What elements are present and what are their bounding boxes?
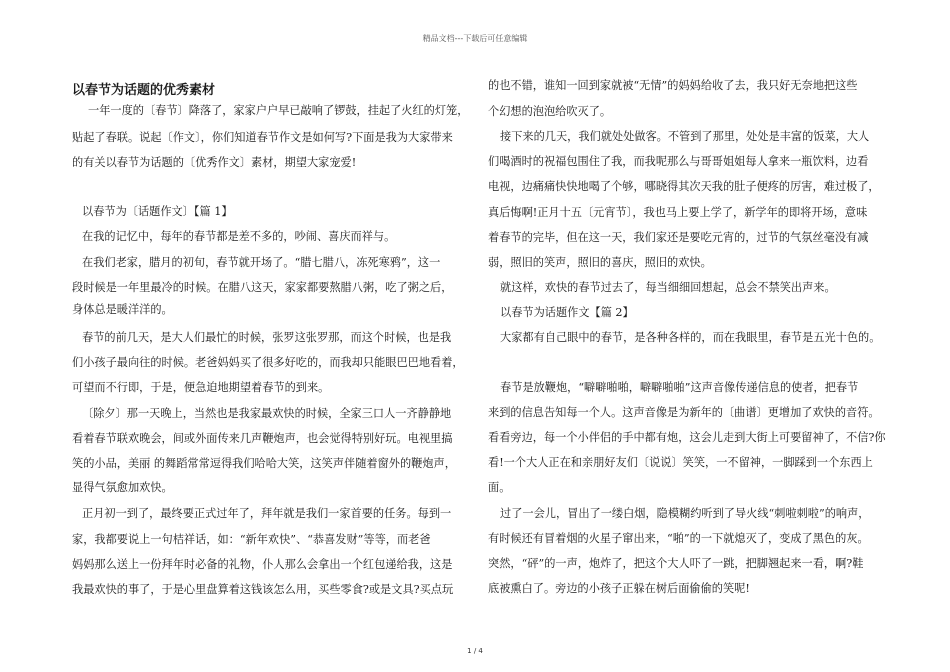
paragraph-line: 家，我都要说上一句桔祥话，如：“新年欢快”、“恭喜发财”等等，而老爸 bbox=[72, 533, 431, 546]
paragraph-line: 们喝酒时的祝福包围住了我，而我呢那么与哥哥姐姐每人拿来一瓶饮料，边看 bbox=[488, 155, 869, 168]
paragraph-line: 〔除夕〕那一天晚上，当然也是我家最欢快的时候，全家三口人一齐静静地 bbox=[82, 407, 452, 420]
section-heading: 以春节为〔话题作文〕【篇 1】 bbox=[82, 205, 233, 218]
paragraph-line: 有时候还有冒着烟的火星子窜出来，“啪”的一下就熄灭了，变成了黑色的灰。 bbox=[488, 532, 869, 545]
paragraph-line: 着春节的完毕，但在这一天，我们家还是要吃元宵的，过节的气氛丝毫没有减 bbox=[488, 231, 869, 244]
paragraph-line: 们小孩子最向往的时候。老爸妈妈买了很多好吃的，而我却只能眼巴巴地看着， bbox=[72, 356, 464, 369]
paragraph-line: 个幻想的泡泡给吹灭了。 bbox=[488, 105, 612, 118]
paragraph-line: 身体总是暖洋洋的。 bbox=[72, 303, 173, 316]
paragraph-line: 妈妈那么送上一份拜年时必备的礼物，仆人那么会拿出一个红包递给我，这是 bbox=[72, 558, 453, 571]
paragraph-line: 的也不错，谁知一回到家就被“无情”的妈妈给收了去，我只好无奈地把这些 bbox=[488, 79, 858, 92]
paragraph-line: 弱，照旧的笑声，照旧的喜庆，照旧的欢快。 bbox=[488, 256, 712, 269]
section-heading: 以春节为话题作文【篇 2】 bbox=[500, 306, 634, 319]
paragraph-line: 真后悔啊!正月十五〔元宵节〕，我也马上要上学了，新学年的即将开场，意味 bbox=[488, 206, 868, 219]
paragraph-line: 春节的前几天，是大人们最忙的时候，张罗这张罗那，而这个时候，也是我 bbox=[82, 331, 452, 344]
paragraph-line: 正月初一到了，最终要正式过年了，拜年就是我们一家首要的任务。每到一 bbox=[82, 507, 452, 520]
paragraph-line: 显得气氛愈加欢快。 bbox=[72, 481, 173, 494]
paragraph-line: 电视，边痛痛快快地喝了个够，哪晓得其次天我的肚子便疼的厉害，难过极了， bbox=[488, 180, 880, 193]
document-title: 以春节为话题的优秀素材 bbox=[72, 83, 216, 98]
paragraph-line: 突然，“砰”的一声，炮炸了，把这个大人吓了一跳，把脚翘起来一看，啊?鞋 bbox=[488, 557, 864, 570]
paragraph-line: 贴起了春联。说起〔作文〕，你们知道春节作文是如何写?下面是我为大家带来 bbox=[72, 131, 453, 144]
paragraph-line: 看看旁边，每一个小伴侣的手中都有炮，这会儿走到大街上可要留神了，不信?你 bbox=[488, 431, 886, 444]
paragraph-line: 的有关以春节为话题的〔优秀作文〕素材，期望大家宠爱! bbox=[72, 156, 357, 169]
paragraph-line: 可望而不行即，于是，便急迫地期望着春节的到来。 bbox=[72, 381, 330, 394]
paragraph-line: 来到的信息告知每一个人。这声音像是为新年的〔曲谱〕更增加了欢快的音符。 bbox=[488, 406, 880, 419]
paragraph-line: 在我们老家，腊月的初旬，春节就开场了。“腊七腊八，冻死寒鸦”，这一 bbox=[82, 256, 441, 269]
paragraph-line: 春节是放鞭炮，“噼噼啪啪，噼噼啪啪”这声音像传递信息的使者，把春节 bbox=[500, 381, 859, 394]
paragraph-line: 一年一度的〔春节〕降落了，家家户户早已敲响了锣鼓，挂起了火红的灯笼， bbox=[88, 104, 469, 117]
page-header: 精品文档---下载后可任意编辑 bbox=[422, 34, 528, 43]
paragraph-line: 段时候是一年里最冷的时候。在腊八这天，家家都要熬腊八粥，吃了粥之后， bbox=[72, 281, 453, 294]
paragraph-line: 笑的小品，美丽 的舞蹈常常逗得我们哈哈大笑，这笑声伴随着窗外的鞭炮声， bbox=[72, 457, 456, 470]
paragraph-line: 底被熏白了。旁边的小孩子正躲在树后面偷偷的笑呢! bbox=[488, 582, 750, 595]
paragraph-line: 接下来的几天，我们就处处做客。不管到了那里，处处是丰富的饭菜，大人 bbox=[500, 130, 870, 143]
paragraph-line: 在我的记忆中，每年的春节都是差不多的，吵闹、喜庆而祥与。 bbox=[82, 230, 396, 243]
paragraph-line: 看!一个大人正在和亲朋好友们〔说说〕笑笑，一不留神，一脚踩到一个东西上 bbox=[488, 456, 873, 469]
paragraph-line: 就这样，欢快的春节过去了，每当细细回想起，总会不禁笑出声来。 bbox=[500, 281, 836, 294]
paragraph-line: 大家都有自己眼中的春节，是各种各样的，而在我眼里，春节是五光十色的。 bbox=[500, 331, 881, 344]
page-number: 1 / 4 bbox=[467, 647, 483, 655]
paragraph-line: 我最欢快的事了，于是心里盘算着这钱该怎么用，买些零食?或是文具?买点玩 bbox=[72, 583, 454, 596]
paragraph-line: 看着春节联欢晚会，间或外面传来几声鞭炮声，也会觉得特别好玩。电视里搞 bbox=[72, 432, 453, 445]
paragraph-line: 面。 bbox=[488, 481, 511, 494]
paragraph-line: 过了一会儿，冒出了一缕白烟，隐模糊约听到了导火线“刺啦刺啦”的响声， bbox=[500, 507, 870, 520]
